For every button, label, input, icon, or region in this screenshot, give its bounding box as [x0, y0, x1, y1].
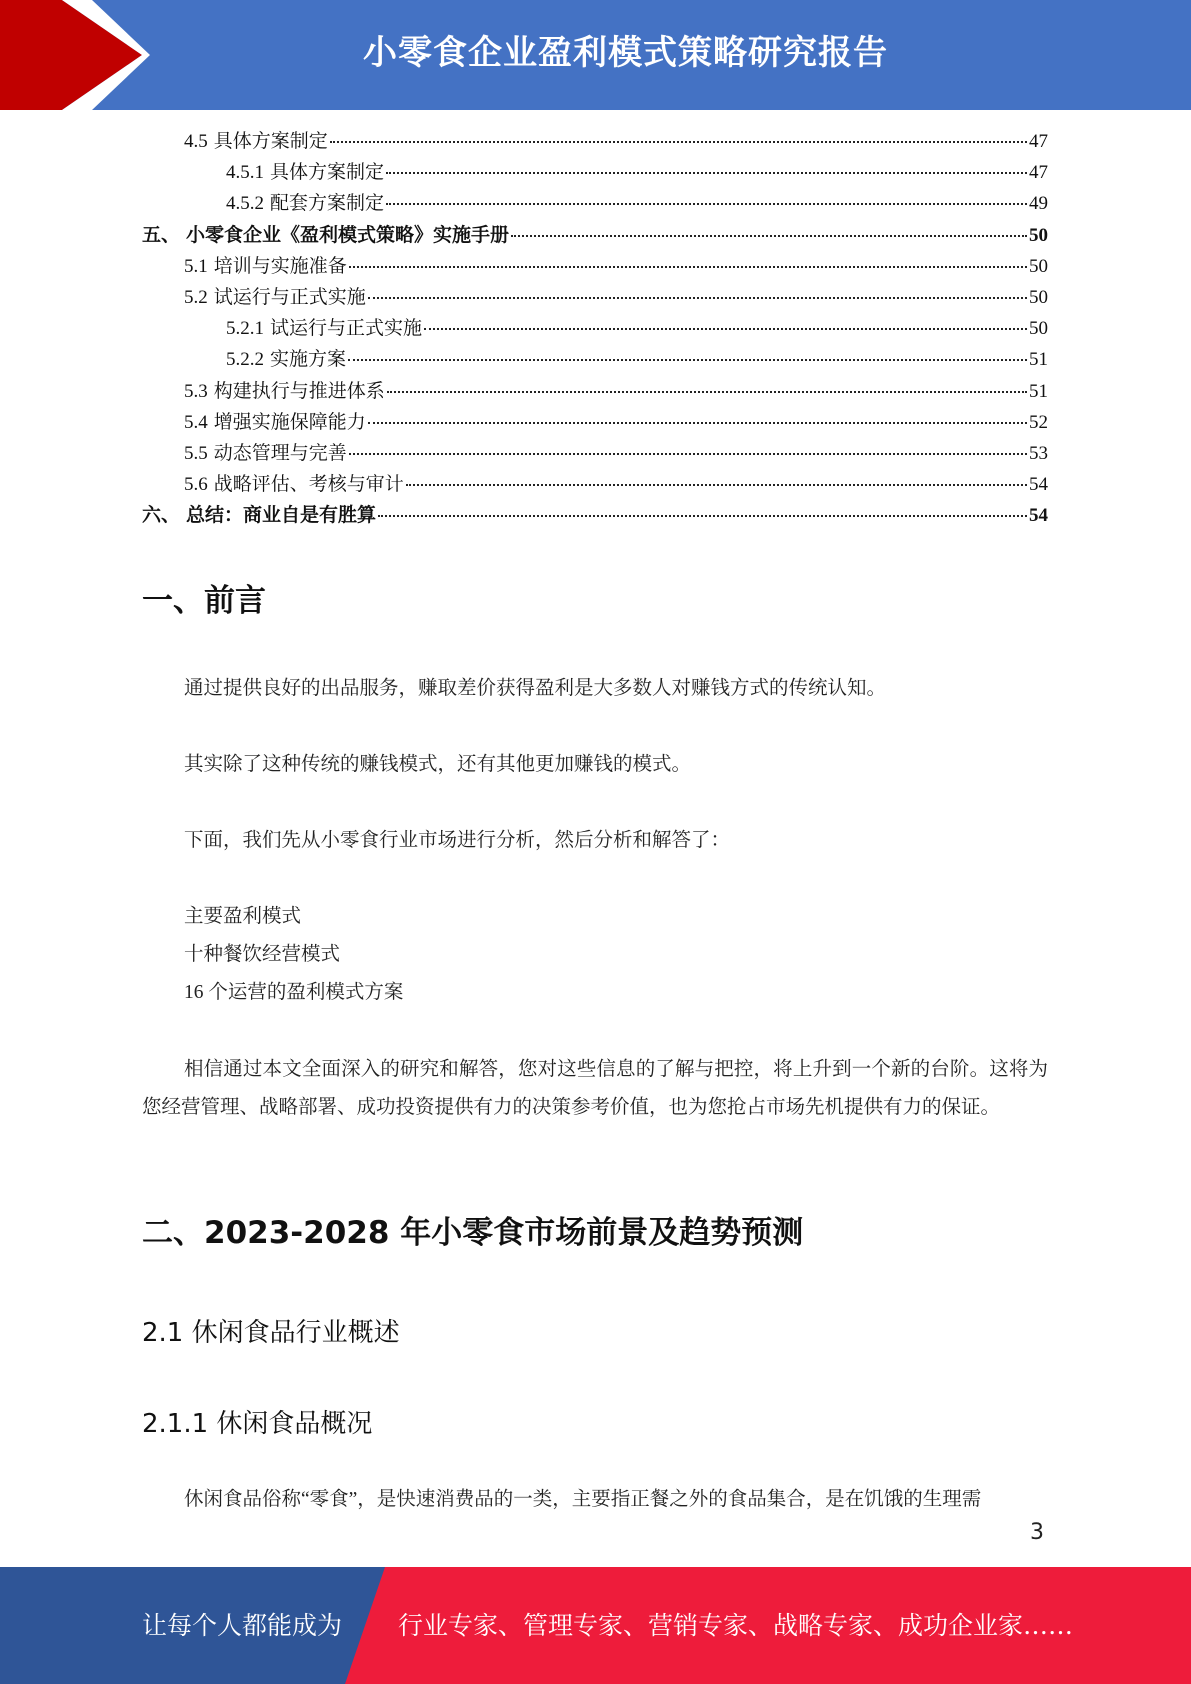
header-title: 小零食企业盈利模式策略研究报告	[363, 33, 888, 73]
toc-entry-title: 小零食企业《盈利模式策略》实施手册	[186, 224, 510, 246]
toc-entry-page: 51	[1029, 380, 1048, 402]
toc-entry-number: 5.5	[184, 442, 208, 464]
page-footer	[0, 1567, 1191, 1684]
toc-leader-dots	[424, 328, 1027, 330]
toc-entry[interactable]	[142, 282, 1048, 313]
toc-entry-title: 增强实施保障能力	[213, 411, 366, 433]
preface-paragraph-2: 其实除了这种传统的赚钱模式，还有其他更加赚钱的模式。	[184, 754, 692, 775]
toc-entry[interactable]	[142, 376, 1048, 407]
toc-leader-dots	[368, 297, 1027, 299]
toc-entry-number: 4.5.2	[226, 193, 264, 215]
toc-entry-page: 47	[1029, 131, 1048, 152]
table-of-contents	[142, 126, 1048, 531]
toc-leader-dots	[386, 203, 1027, 205]
toc-entry-number: 5.2	[184, 286, 208, 308]
toc-entry[interactable]	[142, 126, 1048, 157]
toc-entry-page: 52	[1029, 411, 1048, 433]
toc-entry-number: 4.5	[184, 131, 208, 152]
footer-slogan-left: 让每个人都能成为	[142, 1611, 343, 1640]
toc-entry-page: 54	[1029, 474, 1048, 496]
toc-entry-title: 配套方案制定	[270, 193, 385, 215]
toc-leader-dots	[387, 391, 1027, 393]
toc-leader-dots	[386, 172, 1027, 174]
preface-paragraph-4: 相信通过本文全面深入的研究和解答，您对这些信息的了解与把控，将上升到一个新的台阶。这将为您经营管理、战略部署、成功投资提供有力的决策参考价值，也为您抢占市场先机提供有力的保证。	[142, 1059, 1048, 1118]
toc-entry-page: 50	[1029, 255, 1048, 277]
footer-slogan-right: 行业专家、管理专家、营销专家、战略专家、成功企业家……	[398, 1611, 1074, 1640]
toc-entry-page: 51	[1029, 349, 1048, 371]
toc-leader-dots	[406, 484, 1027, 486]
toc-entry-title: 实施方案	[270, 349, 347, 371]
preface-heading: 一、前言	[142, 583, 266, 619]
toc-entry-page: 47	[1029, 162, 1048, 184]
toc-entry-number: 5.2.1	[226, 318, 264, 340]
preface-list-item: 主要盈利模式	[184, 906, 302, 927]
toc-entry-number: 5.2.2	[226, 349, 264, 371]
toc-entry-title: 具体方案制定	[213, 131, 328, 152]
toc-leader-dots	[349, 453, 1027, 455]
toc-entry[interactable]	[142, 251, 1048, 282]
toc-entry[interactable]	[142, 469, 1048, 500]
toc-entry-title: 总结：商业自是有胜算	[186, 505, 377, 527]
toc-entry-number: 六、	[142, 505, 181, 527]
toc-entry[interactable]	[142, 344, 1048, 375]
toc-entry[interactable]	[142, 157, 1048, 188]
market-heading: 二、2023-2028 年小零食市场前景及趋势预测	[142, 1215, 804, 1251]
toc-entry-number: 4.5.1	[226, 162, 264, 184]
toc-entry[interactable]	[142, 500, 1048, 531]
toc-leader-dots	[330, 141, 1027, 143]
sub-heading-2-1-1: 2.1.1 休闲食品概况	[142, 1409, 373, 1439]
toc-leader-dots	[511, 235, 1027, 237]
toc-entry-page: 50	[1029, 318, 1048, 340]
toc-entry-title: 战略评估、考核与审计	[213, 474, 404, 496]
toc-entry-number: 5.3	[184, 380, 208, 402]
preface-list-item: 十种餐饮经营模式	[184, 944, 341, 965]
toc-entry-title: 动态管理与完善	[213, 442, 347, 464]
toc-entry-page: 50	[1029, 224, 1048, 246]
toc-leader-dots	[349, 266, 1027, 268]
toc-entry[interactable]	[142, 407, 1048, 438]
toc-entry-page: 50	[1029, 286, 1048, 308]
toc-entry[interactable]	[142, 438, 1048, 469]
preface-list-item: 16 个运营的盈利模式方案	[184, 982, 404, 1003]
toc-entry-number: 5.6	[184, 474, 208, 496]
page-number: 3	[1030, 1520, 1044, 1545]
toc-entry-title: 试运行与正式实施	[270, 318, 423, 340]
market-paragraph-1: 休闲食品俗称“零食”，是快速消费品的一类，主要指正餐之外的食品集合，是在饥饿的生理需	[184, 1489, 982, 1510]
toc-entry[interactable]	[142, 188, 1048, 219]
toc-entry-page: 53	[1029, 442, 1048, 464]
toc-leader-dots	[348, 359, 1027, 361]
toc-entry-number: 五、	[142, 224, 181, 246]
preface-paragraph-1: 通过提供良好的出品服务，赚取差价获得盈利是大多数人对赚钱方式的传统认知。	[184, 678, 887, 699]
toc-entry-page: 54	[1029, 505, 1048, 527]
toc-entry-number: 5.4	[184, 411, 208, 433]
page-header	[0, 0, 1191, 110]
toc-entry-page: 49	[1029, 193, 1048, 215]
toc-entry-title: 具体方案制定	[270, 162, 385, 184]
toc-entry-title: 试运行与正式实施	[213, 286, 366, 308]
toc-entry-number: 5.1	[184, 255, 208, 277]
toc-entry[interactable]	[142, 220, 1048, 251]
toc-entry-title: 培训与实施准备	[213, 255, 347, 277]
sub-heading-2-1: 2.1 休闲食品行业概述	[142, 1318, 400, 1348]
toc-entry-title: 构建执行与推进体系	[213, 380, 385, 402]
toc-leader-dots	[378, 515, 1027, 517]
toc-leader-dots	[368, 422, 1027, 424]
toc-entry[interactable]	[142, 313, 1048, 344]
preface-paragraph-3: 下面，我们先从小零食行业市场进行分析，然后分析和解答了：	[184, 830, 731, 851]
